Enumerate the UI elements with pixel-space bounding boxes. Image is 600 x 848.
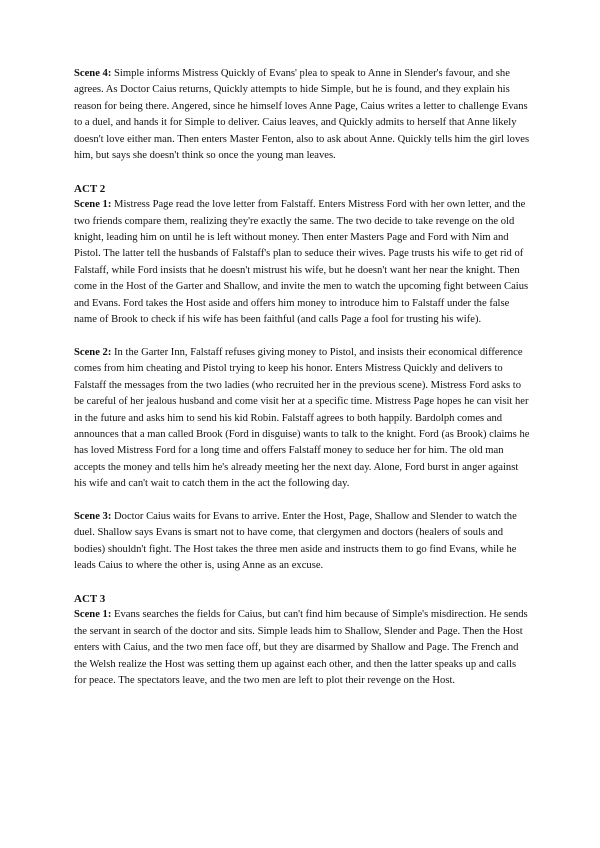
- scene-text: Doctor Caius waits for Evans to arrive. Enter the Host, Page, Shallow and Slender to watch the duel. Shallow says Evans is smart not to have come, that clergymen and doctors (healers of souls and bodies) shouldn't fight. The Host takes the three men aside and instructs them to go find Evans, while he leads Caius to where the other is, using Anne as an excuse.: [74, 510, 517, 572]
- document-page: [74, 66, 530, 706]
- scene-label: Scene 1:: [74, 199, 112, 211]
- scene-paragraph: [74, 345, 530, 493]
- scene-text: In the Garter Inn, Falstaff refuses giving money to Pistol, and insists their economical difference comes from him cheating and Pistol trying to keep his honor. Enters Mistress Quickly and delivers to Falstaff the messages from the two ladies (who recruited her in the previous scene). Mistress Ford asks to be careful of her jealous husband and come visit her at a specific time. Mistress Page hopes he can visit her in the future and asks him to send his kid Robin. Falstaff agrees to both happily. Bardolph comes and announces that a man called Brook (Ford in disguise) wants to talk to the knight. Ford (as Brook) claims he has loved Mistress Ford for a long time and offers Falstaff money to seduce her for him. The old man accepts the money and tells him he's already meeting her the next day. Alone, Ford burst in anger against his wife and can't wait to catch them in the act the following day.: [74, 346, 530, 490]
- scene-text: Mistress Page read the love letter from Falstaff. Enters Mistress Ford with her own letter, and the two friends compare them, realizing they're exactly the same. The two decide to take revenge on the old knight, leading him on until he is left without money. Then enter Masters Page and Ford with Nim and Pistol. The latter tell the husbands of Falstaff's plan to seduce their wives. Page trusts his wife to get rid of Falstaff, while Ford insists that he doesn't mistrust his wife, but he doesn't want her near the knight. Then come in the Host of the Garter and Shallow, and invite the men to watch the upcoming fight between Caius and Evans. Ford takes the Host aside and offers him money to introduce him to Falstaff under the false name of Brook to check if his wife has been faithful (and calls Page a fool for trusting his wife).: [74, 199, 529, 326]
- scene-text: Evans searches the fields for Caius, but can't find him because of Simple's misdirection. He sends the servant in search of the doctor and sits. Simple leads him to Shallow, Slender and Page. Then the Host enters with Caius, and the two men face off, but they are disarmed by Shallow and Page. The French and the Welsh realize the Host was setting them up against each other, and then the latter speaks up and calls for peace. The spectators leave, and the two men are left to plot their revenge on the Host.: [74, 609, 528, 686]
- scene-paragraph: [74, 197, 530, 328]
- act-heading: ACT 3: [74, 592, 106, 605]
- scene-text: Simple informs Mistress Quickly of Evans' plea to speak to Anne in Slender's favour, and she agrees. As Doctor Caius returns, Quickly attempts to hide Simple, but he is found, and they explain his reason for being there. Angered, since he himself loves Anne Page, Caius writes a letter to challenge Evans to a duel, and hands it for Simple to deliver. Caius leaves, and Quickly admits to herself that Anne likely doesn't love either man. Then enters Master Fenton, also to ask about Anne. Quickly tells him the girl loves him, but says she doesn't think so once the young man leaves.: [74, 68, 530, 162]
- scene-label: Scene 4:: [74, 68, 112, 79]
- scene-label: Scene 2:: [74, 346, 112, 358]
- scene-paragraph: [74, 66, 530, 164]
- scene-label: Scene 1:: [74, 609, 112, 621]
- scene-label: Scene 3:: [74, 510, 112, 522]
- act-heading: ACT 2: [74, 182, 106, 195]
- scene-paragraph: [74, 509, 530, 575]
- scene-paragraph: [74, 607, 530, 689]
